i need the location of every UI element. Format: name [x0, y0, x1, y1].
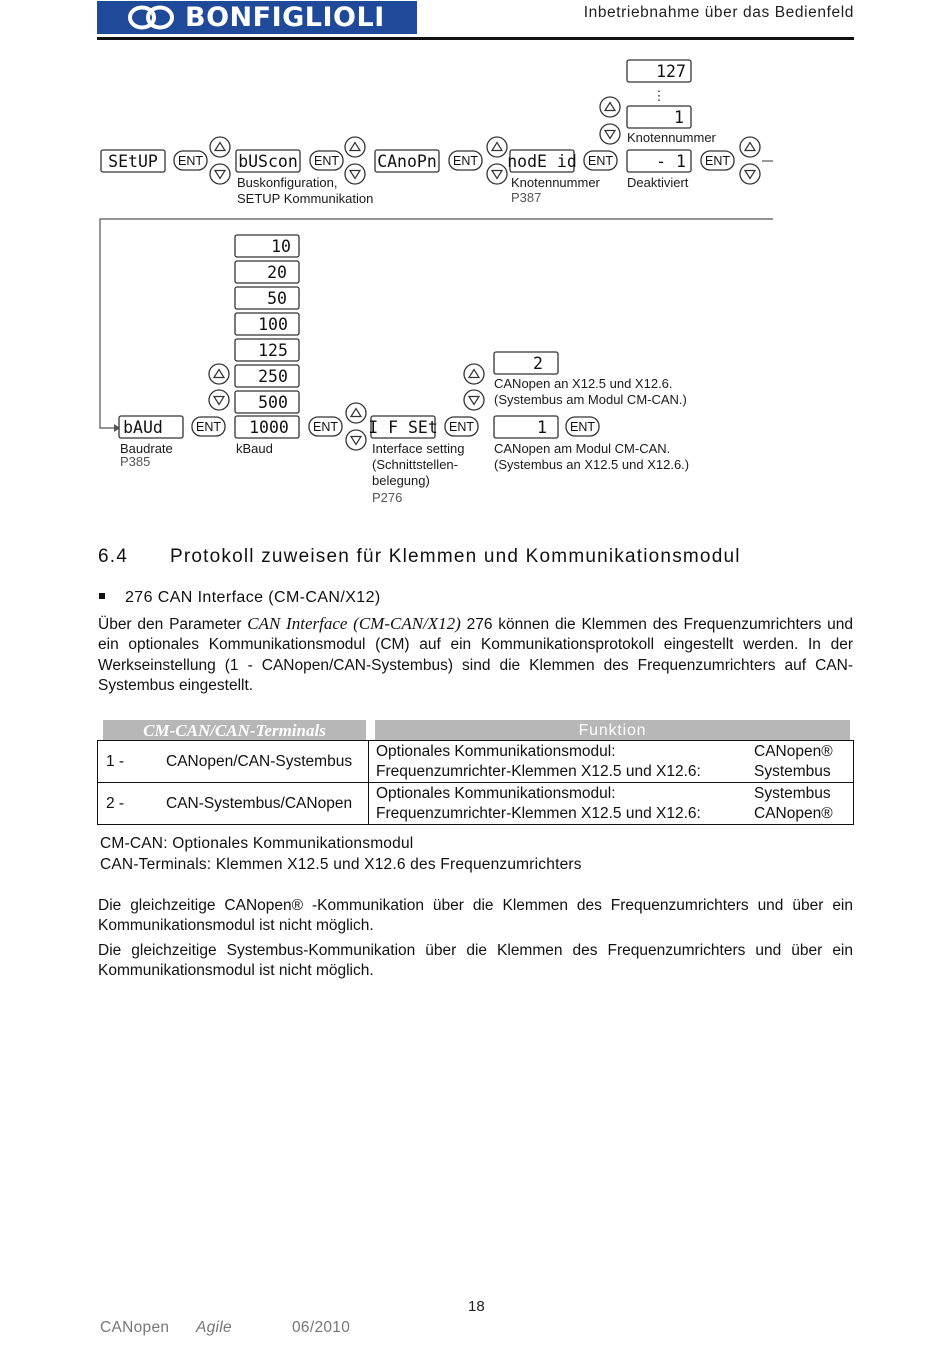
function-target: Frequenzumrichter-Klemmen X12.5 und X12.6:: [376, 762, 701, 780]
intro-part2: 276 können die Klemmen des Frequenzumrichters und ein optionales Kommunikationsmodul (CM) auf ein Kommunikationsprotokoll eingestellt werden. In der Werkseinstellung (1 - CANopen/CAN-Systembus) sind die Klemmen des Frequenzumrichters auf CAN-Systembus eingestellt.: [98, 616, 854, 695]
arrow-down-icon[interactable]: [740, 164, 760, 184]
display-canopen-text: CAnoPn: [377, 152, 437, 171]
ent-button-2-label: ENT: [314, 154, 339, 168]
table-cell-function: [369, 783, 854, 825]
label-interface-setting: Interface setting: [372, 441, 465, 456]
label-p387: P387: [511, 190, 542, 205]
menu-navigation-diagram: [95, 50, 785, 515]
section-heading: [98, 546, 741, 568]
label-setup-komm: SETUP Kommunikation: [237, 191, 374, 206]
arrow-up-icon[interactable]: [345, 137, 365, 157]
ent-button-8-label: ENT: [449, 420, 474, 434]
setting-name: CAN-Systembus/CANopen: [166, 794, 353, 812]
ent-button-6-label: ENT: [196, 420, 221, 434]
function-protocol: Systembus: [754, 762, 831, 780]
arrow-up-icon[interactable]: [464, 364, 484, 384]
display-baud-text: bAUd: [123, 418, 163, 437]
label-opt2-line2: (Systembus am Modul CM-CAN.): [494, 392, 687, 407]
arrow-down-icon[interactable]: [210, 164, 230, 184]
header-rule: [97, 37, 854, 40]
footer-product: Agile: [196, 1319, 232, 1336]
label-opt1-line1: CANopen am Modul CM-CAN.: [494, 441, 671, 456]
display-setup-text: SEtUP: [108, 152, 158, 171]
label-p385: P385: [120, 454, 151, 469]
arrow-up-icon[interactable]: [346, 403, 366, 423]
footer-document: CANopen: [100, 1319, 170, 1336]
label-p276: P276: [372, 490, 403, 505]
logo-mark-icon: [127, 4, 175, 31]
display-buscon-text: bUScon: [238, 152, 298, 171]
table-header-terminals: CM-CAN/CAN-Terminals: [103, 720, 366, 740]
label-buskonfig: Buskonfiguration,: [237, 175, 338, 190]
table-header-funktion: Funktion: [375, 720, 850, 740]
ent-button-1-label: ENT: [178, 154, 203, 168]
arrow-down-icon[interactable]: [600, 124, 620, 144]
parameter-bullet: [98, 589, 381, 607]
setting-name: CANopen/CAN-Systembus: [166, 752, 353, 770]
label-deaktiviert: Deaktiviert: [627, 175, 689, 190]
label-kbaud: kBaud: [236, 441, 273, 456]
bullet-icon: [99, 593, 105, 599]
function-line: [376, 742, 853, 762]
baud-value-text: 250: [258, 367, 288, 386]
footer-date: 06/2010: [292, 1319, 351, 1336]
function-target: Optionales Kommunikationsmodul:: [376, 785, 616, 802]
terminals-table: [97, 740, 854, 825]
function-protocol: Systembus: [754, 785, 831, 802]
label-opt2-line1: CANopen an X12.5 und X12.6.: [494, 376, 673, 391]
function-line: [376, 804, 853, 824]
function-protocol: CANopen®: [754, 804, 833, 822]
arrow-down-icon[interactable]: [346, 430, 366, 450]
bonfiglioli-logo: [97, 1, 417, 34]
display-node-1-text: 1: [674, 108, 684, 127]
baud-stack: [235, 235, 299, 438]
ent-button-9-label: ENT: [570, 420, 595, 434]
note-cmcan: CM-CAN: Optionales Kommunikationsmodul: [100, 835, 414, 852]
table-row: [98, 783, 854, 825]
ellipsis: ⋮: [652, 88, 666, 103]
label-knotennummer: Knotennummer: [511, 175, 600, 190]
arrow-up-icon[interactable]: [210, 137, 230, 157]
intro-part1: Über den Parameter: [98, 616, 242, 633]
page-number: 18: [468, 1298, 485, 1315]
display-node-127-text: 127: [656, 62, 686, 81]
note-terminals: CAN-Terminals: Klemmen X12.5 und X12.6 des Frequenzumrichters: [100, 856, 582, 873]
table-cell-setting: [98, 783, 369, 825]
ent-button-4-label: ENT: [588, 154, 613, 168]
baud-value-text: 125: [258, 341, 288, 360]
label-knotennummer-top: Knotennummer: [627, 130, 716, 145]
display-if-1-text: 1: [537, 418, 547, 437]
baud-value-text: 100: [258, 315, 288, 334]
logo-text: BONFIGLIOLI: [185, 2, 385, 33]
table-row: [98, 741, 854, 783]
label-baudrate: Baudrate: [120, 441, 173, 456]
ent-button-3-label: ENT: [453, 154, 478, 168]
paragraph-canopen-note: Die gleichzeitige CANopen® -Kommunikation über die Klemmen des Frequenzumrichters und über ein Kommunikationsmodul ist nicht möglich.: [98, 897, 853, 935]
baud-value-text: 1000: [249, 418, 289, 437]
section-number: 6.4: [98, 546, 129, 567]
baud-value-text: 10: [271, 237, 291, 256]
setting-code: 1 -: [106, 752, 125, 770]
arrow-down-icon[interactable]: [464, 390, 484, 410]
label-schnitt-1: (Schnittstellen-: [372, 457, 458, 472]
parameter-bullet-text: 276 CAN Interface (CM-CAN/X12): [125, 589, 381, 606]
arrow-up-icon[interactable]: [740, 137, 760, 157]
intro-param-name: CAN Interface (CM-CAN/X12): [247, 614, 461, 633]
display-if-1: [494, 416, 558, 438]
arrow-down-icon[interactable]: [209, 390, 229, 410]
function-line: [376, 762, 853, 782]
header-title: Inbetriebnahme über das Bedienfeld: [583, 4, 854, 21]
intro-paragraph: [98, 614, 853, 697]
baud-value-text: 20: [267, 263, 287, 282]
arrow-down-icon[interactable]: [345, 164, 365, 184]
arrow-up-icon[interactable]: [209, 364, 229, 384]
baud-value-text: 500: [258, 393, 288, 412]
display-if-2: [494, 352, 558, 374]
display-if-2-text: 2: [533, 354, 543, 373]
function-line: [376, 784, 853, 804]
table-cell-function: [369, 741, 854, 783]
display-ifset-text: I F SEt: [368, 418, 438, 437]
arrow-up-icon[interactable]: [487, 137, 507, 157]
label-opt1-line2: (Systembus an X12.5 und X12.6.): [494, 457, 690, 472]
table-cell-setting: [98, 741, 369, 783]
section-title: Protokoll zuweisen für Klemmen und Kommunikationsmodul: [170, 546, 741, 567]
function-target: Frequenzumrichter-Klemmen X12.5 und X12.6:: [376, 804, 701, 822]
arrow-down-icon[interactable]: [487, 164, 507, 184]
function-protocol: CANopen®: [754, 743, 833, 760]
setting-code: 2 -: [106, 794, 125, 812]
function-target: Optionales Kommunikationsmodul:: [376, 743, 616, 760]
display-node-minus1-text: - 1: [656, 152, 686, 171]
ent-button-7-label: ENT: [313, 420, 338, 434]
ent-button-5-label: ENT: [705, 154, 730, 168]
label-schnitt-2: belegung): [372, 473, 430, 488]
display-node-id-text: nodE id: [507, 152, 577, 171]
paragraph-systembus-note: Die gleichzeitige Systembus-Kommunikation über die Klemmen des Frequenzumrichters und über ein Kommunikationsmodul ist nicht möglich.: [98, 942, 853, 980]
arrow-up-icon[interactable]: [600, 97, 620, 117]
baud-value-text: 50: [267, 289, 287, 308]
